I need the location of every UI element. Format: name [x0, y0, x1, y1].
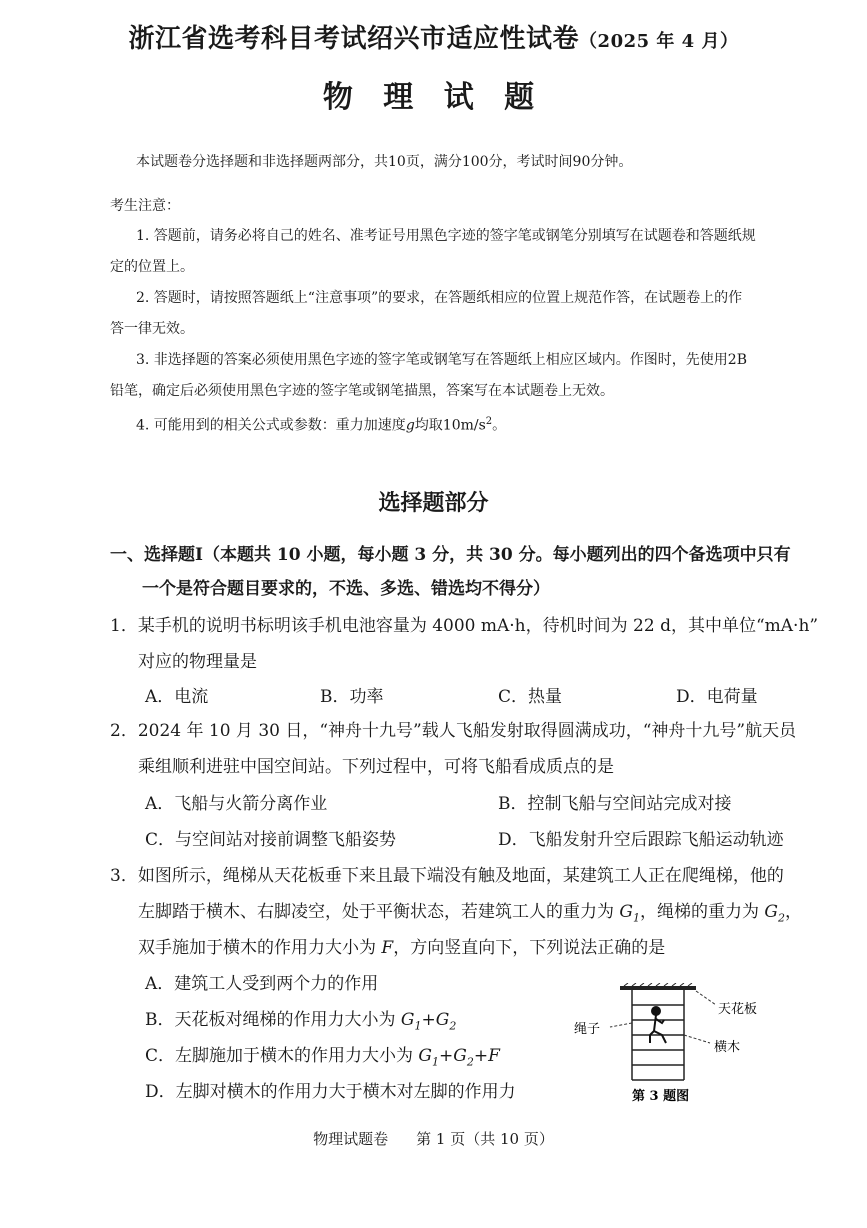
label-ceiling: 天花板 [718, 1002, 758, 1017]
q2-option-a: A．飞船与火箭分离作业 [145, 794, 328, 814]
notice-item-4-post: 均取10m/s [414, 417, 486, 434]
rope-ladder-diagram [568, 983, 778, 1113]
q2-option-d: D．飞船发射升空后跟踪飞船运动轨迹 [498, 830, 784, 850]
q1-stem-line1: 1．某手机的说明书标明该手机电池容量为 4000 mA·h，待机时间为 22 d，其中单位“mA·h” [110, 616, 819, 636]
label-rung: 横木 [714, 1040, 741, 1055]
q3-stem-line2-end: ， [785, 902, 802, 922]
q1-option-c: C．热量 [498, 687, 563, 707]
q3-option-b: B．天花板对绳梯的作用力大小为 $G_1+G_2$ [145, 1010, 457, 1033]
part-heading-line1: 一、选择题Ⅰ（本题共 10 小题，每小题 3 分，共 30 分。每小题列出的四个备选项中只有 [110, 545, 791, 565]
label-rope: 绳子 [574, 1022, 601, 1037]
notice-item-1-line2: 定的位置上。 [110, 259, 194, 275]
part-heading-line2: 一个是符合题目要求的，不选、多选、错选均不得分） [142, 579, 550, 599]
notice-item-2-line2: 答一律无效。 [110, 321, 194, 337]
q2-stem-line2: 乘组顺利进驻中国空间站。下列过程中，可将飞船看成质点的是 [138, 757, 614, 777]
q1-option-b: B．功率 [320, 687, 384, 707]
notice-item-3-line2: 铅笔，确定后必须使用黑色字迹的签字笔或钢笔描黑，答案写在本试题卷上无效。 [110, 383, 614, 399]
q1-option-a: A．电流 [145, 687, 209, 707]
q2-option-b: B．控制飞船与空间站完成对接 [498, 794, 732, 814]
q1-stem-line2: 对应的物理量是 [138, 652, 257, 672]
page-footer [0, 1128, 867, 1149]
q3-option-d: D．左脚对横木的作用力大于横木对左脚的作用力 [145, 1082, 516, 1102]
q3-stem-line2 [138, 897, 802, 924]
notice-item-4-end: 。 [492, 417, 507, 434]
gravity-symbol: g [405, 417, 415, 434]
worker-figure [650, 1007, 666, 1043]
notice-item-4-pre: 4. 可能用到的相关公式或参数：重力加速度 [136, 417, 406, 434]
q3-option-b-text: B．天花板对绳梯的作用力大小为 [145, 1010, 401, 1030]
q2-stem-line1: 2．2024 年 10 月 30 日，“神舟十九号”载人飞船发射取得圆满成功，“神舟十九号”航天员 [110, 721, 797, 741]
var-g1: $G_1$ [619, 902, 640, 925]
q3-option-a: A．建筑工人受到两个力的作用 [145, 974, 379, 994]
notice-item-3-line1: 3. 非选择题的答案必须使用黑色字迹的签字笔或钢笔写在答题纸上相应区域内。作图时，先使用2B [136, 352, 748, 368]
exam-title [0, 18, 867, 55]
q3-option-c-text: C．左脚施加于横木的作用力大小为 [145, 1046, 419, 1066]
ceiling-hatch [624, 983, 692, 986]
notice-item-1-line1: 1. 答题前，请务必将自己的姓名、准考证号用黑色字迹的签字笔或钢笔分别填写在试题卷和答题纸规 [136, 228, 756, 244]
notice-item-4 [136, 412, 506, 436]
ceiling-bar [620, 986, 696, 990]
var-g2: $G_2$ [764, 902, 785, 925]
q3-stem-line1: 3．如图所示，绳梯从天花板垂下来且最下端没有触及地面，某建筑工人正在爬绳梯，他的 [110, 866, 784, 886]
var-f: F [381, 938, 394, 958]
notice-item-2-line1: 2. 答题时，请按照答题纸上“注意事项”的要求，在答题纸相应的位置上规范作答，在试题卷上的作 [136, 290, 743, 306]
exam-title-text: 浙江省选考科目考试绍兴市适应性试卷 [128, 24, 580, 54]
q3-figure [568, 983, 778, 1113]
q2-option-c: C．与空间站对接前调整飞船姿势 [145, 830, 397, 850]
q3-stem-line2-mid: ，绳梯的重力为 [640, 902, 765, 922]
q3-stem-line3-post: ，方向竖直向下，下列说法正确的是 [393, 938, 666, 958]
q1-option-d: D．电荷量 [676, 687, 758, 707]
section-title: 选择题部分 [378, 490, 489, 516]
q3-stem-line3 [138, 933, 665, 958]
intro-text: 本试题卷分选择题和非选择题两部分，共10页，满分100分，考试时间90分钟。 [136, 154, 633, 170]
q3-stem-line2-pre: 左脚踏于横木、右脚凌空，处于平衡状态，若建筑工人的重力为 [138, 902, 620, 922]
exam-date: （2025 年 4 月） [579, 31, 739, 52]
q3-option-c: C．左脚施加于横木的作用力大小为 $G_1+G_2+F$ [145, 1046, 500, 1069]
subject-title: 物 理 试 题 [322, 80, 545, 115]
footer-page-number: 第 1 页（共 10 页） [416, 1130, 554, 1148]
exponent: 2 [485, 416, 493, 427]
notice-heading: 考生注意： [110, 198, 180, 214]
figure-caption: 第 3 题图 [632, 1089, 690, 1104]
q3-stem-line3-pre: 双手施加于横木的作用力大小为 [138, 938, 382, 958]
ladder-rungs [632, 1005, 684, 1080]
footer-subject: 物理试题卷 [313, 1130, 389, 1148]
